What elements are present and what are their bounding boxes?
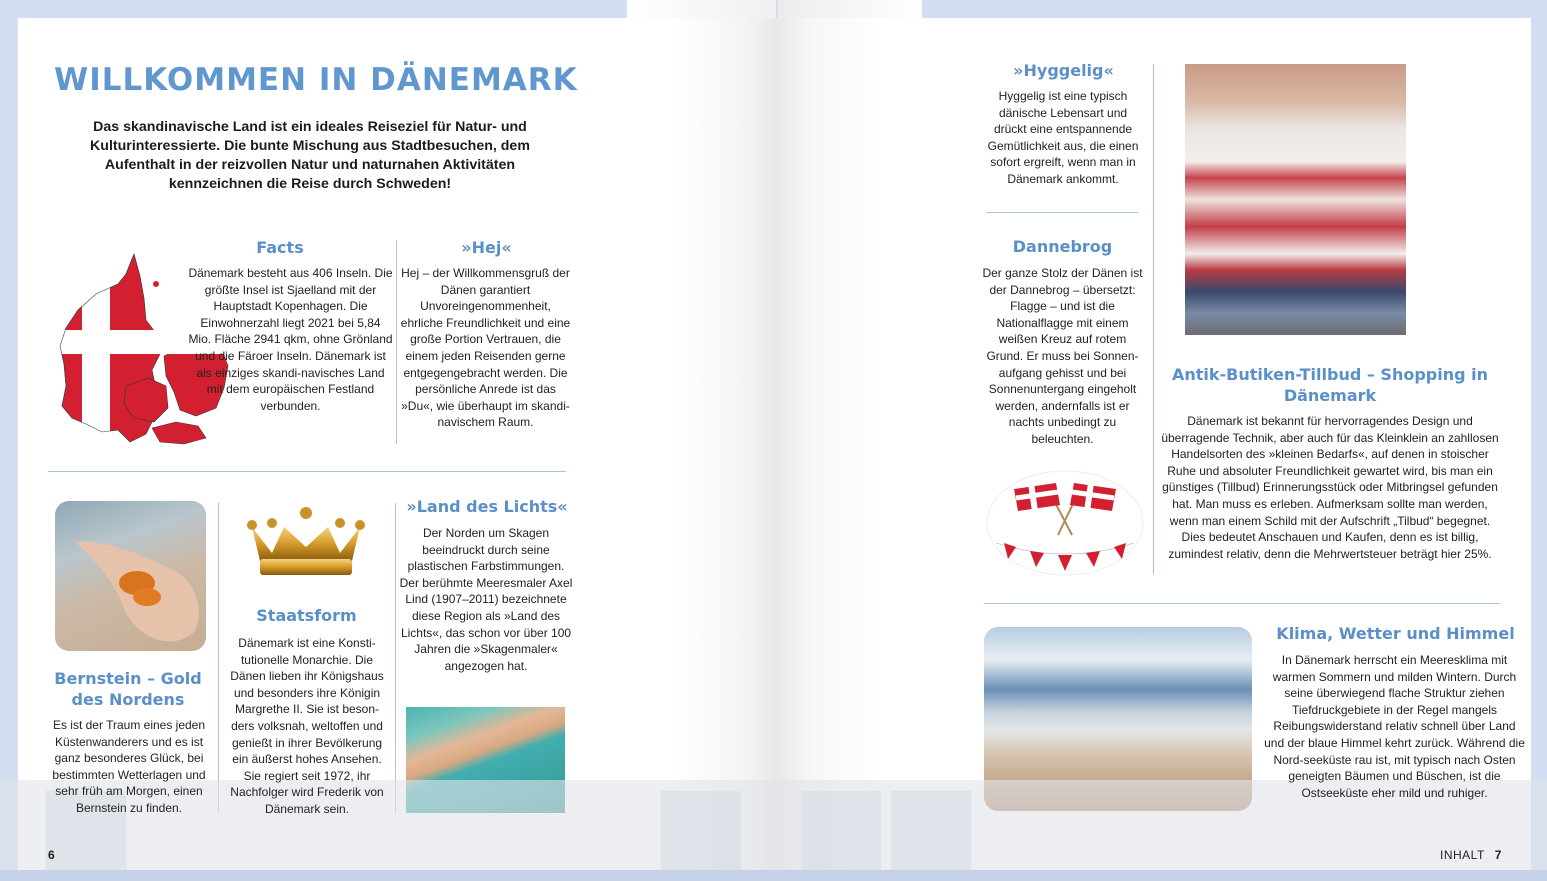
page-gutter-top-right (778, 0, 922, 18)
flag-cross-vertical (82, 286, 110, 452)
shopping-heading: Antik-Butiken-Tillbud – Shopping in Dänemark (1171, 365, 1489, 405)
page-gutter-top-left (627, 0, 776, 18)
bernstein-heading: Bernstein – Gold des Nordens (54, 669, 202, 709)
page-thumbnail[interactable] (800, 790, 882, 872)
column-divider (1153, 64, 1154, 574)
amber-in-hand-photo (55, 501, 206, 651)
crown-image (244, 503, 369, 581)
page-thumbnail[interactable] (890, 790, 972, 872)
bernstein-text: Es ist der Traum eines jeden Küstenwanderers und es ist ganz besonderes Glück, bei bestimmten Wetterlagen und sehr früh am Morgen, einen Bernstein zu finden. (52, 718, 206, 815)
column-divider (218, 503, 219, 813)
page-thumbnail[interactable] (660, 790, 742, 872)
hej-heading: »Hej« (461, 238, 512, 257)
shopping-text: Dänemark ist bekannt für hervorragendes Design und überragende Technik, aber auch für das Kleinklein an zahllosen Handelsorten des »kleinen Bedarfs«, auf denen in stoischer Ruhe und absoluter Freundlichkeit gewartet wird, bis man ein günstiges (Tillbud) Erinnerungsstück oder Mitbringsel gefunden hat. Man muss es erleben. Aufmerksam sollte man werden, wenn man einem Schild mit der Aufschrift „Tilbud“ begegnet. Dies bedeutet Anschauen und Kaufen, denn es ist billig, zumindest relativ, denn die Mehrwertsteuer beträgt hier 25%. (1161, 414, 1499, 561)
hej-text: Hej – der Willkommensgruß der Dänen garantiert Unvoreingenommenheit, ehrliche Freundlichkeit und eine große Portion Vertrauen, die einem jeden Reisenden gerne entgegengebracht werden. Die persönliche Anrede ist das »Du«, wie überhaupt im skandi-navischem Raum. (400, 266, 571, 430)
dannebrog-heading: Dannebrog (1012, 237, 1113, 256)
staatsform-text: Dänemark ist eine Konsti-tutionelle Monarchie. Die Dänen lieben ihr Königshaus und besonders ihre Königin Margrethe II. Sie ist beson-ders volksnah, weltoffen und genießt in ihrer Bevölkerung ein äußerst hohes Ansehen. Sie regiert seit 1972, ihr Nachfolger wird Frederik von Dänemark sein. (230, 636, 384, 816)
dannebrog-text: Der ganze Stolz der Dänen ist der Dannebrog – übersetzt: Flagge – und ist die Nationalflagge mit einem weißen Kreuz auf rotem Grund. Er muss bei Sonnen-aufgang gehisst und bei Sonnenuntergang eingeholt werden, andernfalls ist er nachts unbedingt zu beleuchten. (982, 266, 1143, 446)
hyggelig-heading: »Hyggelig« (1013, 61, 1114, 80)
facts-heading: Facts (256, 238, 304, 257)
land-des-lichts-heading: »Land des Lichts« (406, 497, 568, 516)
danish-flags-bunting-image (986, 465, 1144, 577)
lolland-shape (152, 422, 206, 444)
land-des-lichts-text: Der Norden um Skagen beeindruckt durch seine plastischen Farbstimmungen. Der berühmte Meeresmaler Axel Lind (1907–2011) bezeichnete diese Region als »Land des Lichts«, das schon vor über 100 Jahren die »Skagenmaler« angezogen hat. (399, 526, 573, 673)
section-divider (48, 471, 566, 472)
column-divider (396, 240, 397, 444)
hyggelig-text: Hyggelig ist eine typisch dänische Lebensart und drückt eine entspannende Gemütlichkeit aus, die einen sofort ergreift, wenn man in Dänemark ankommt. (987, 89, 1139, 186)
section-divider (984, 603, 1500, 604)
column-divider (395, 503, 396, 813)
page-title: WILLKOMMEN IN DÄNEMARK (54, 62, 578, 98)
page-number-left: 6 (48, 848, 55, 862)
klima-heading: Klima, Wetter und Himmel (1276, 624, 1515, 643)
staatsform-heading: Staatsform (256, 606, 357, 625)
page-footer-right (1440, 848, 1502, 862)
page-number-right: 7 (1494, 848, 1502, 862)
facts-text: Dänemark besteht aus 406 Inseln. Die größte Insel ist Sjaelland mit der Hauptstadt Kopenhagen. Die Einwohnerzahl liegt 2021 bei 5,84 Mio. Fläche 2941 qkm, ohne Grönland und die Färoer Inseln. Dänemark ist als einziges skandi-navisches Land mit dem europäischen Festland verbunden. (188, 266, 393, 413)
souvenir-shop-photo (1185, 64, 1406, 335)
section-divider (986, 212, 1138, 213)
intro-text: Das skandinavische Land ist ein ideales Reiseziel für Natur- und Kulturinteressierte. Die bunte Mischung aus Stadtbesuchen, dem Aufenthalt in der reizvollen Natur und naturnahen Aktivitäten kennzeichnen die Reise durch Schweden! (90, 119, 530, 192)
klima-text: In Dänemark herrscht ein Meeresklima mit warmen Sommern und milden Wintern. Durch seine überwiegend flache Struktur ziehen Tiefdruckgebiete in der Regel mangels Reibungswiderstand relativ schnell über Land und der blaue Himmel kehrt zurück. Während die Nord-seeküste rau ist, mit typisch nach Osten geneigten Bäumen und Büschen, ist die Ostseeküste eher mild und ruhiger. (1264, 653, 1525, 800)
viewer-bottom-band (0, 870, 1547, 881)
hand-illustration (55, 501, 206, 651)
inhalt-link[interactable]: INHALT (1440, 848, 1485, 862)
